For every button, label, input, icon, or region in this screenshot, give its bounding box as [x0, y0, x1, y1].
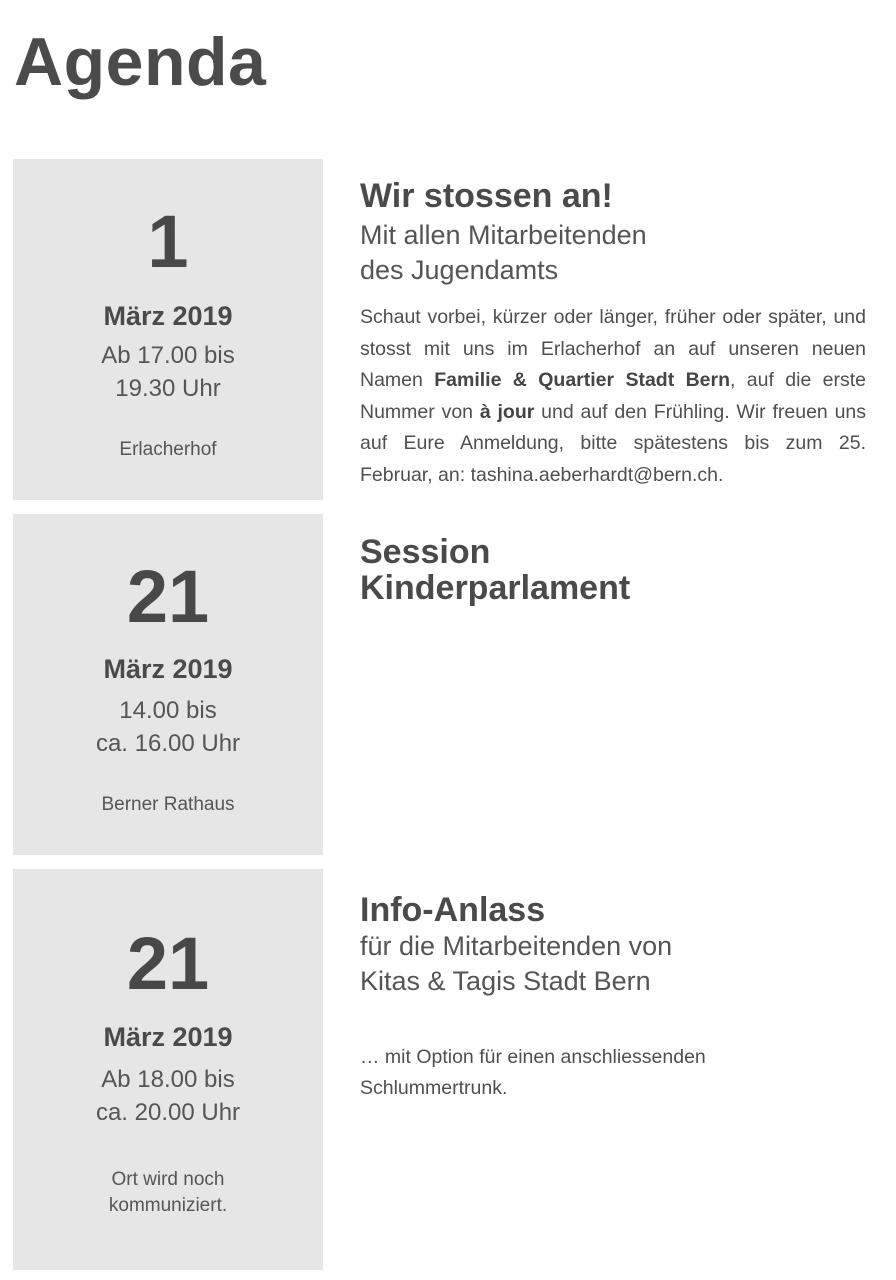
- event-2-title: [360, 534, 630, 606]
- event-1-place-line1: Erlacherhof: [119, 439, 217, 460]
- event-1-date-box: [13, 159, 323, 500]
- event-2-time-line1: 14.00 bis: [119, 697, 217, 724]
- event-1-time-line1: Ab 17.00 bis: [101, 342, 235, 369]
- event-2-place-line1: Berner Rathaus: [101, 794, 235, 815]
- event-3-title: Info-Anlass: [360, 891, 546, 929]
- event-3-time-line2: ca. 20.00 Uhr: [95, 1099, 241, 1126]
- event-3-time-line1: Ab 18.00 bis: [101, 1066, 235, 1093]
- event-3-day: 21: [126, 922, 210, 1005]
- event-1-subtitle-line1: Mit allen Mitarbeitenden: [360, 220, 647, 250]
- event-2-time: [13, 694, 323, 760]
- event-3-place-line2: kommuniziert.: [108, 1195, 228, 1216]
- event-1-desc-text-3: und auf den Frühling. Wir freuen uns auf Eure Anmeldung, bitte spätestens bis zum 25. Februar, an: tashina.aeberhardt@bern.ch.: [360, 400, 867, 486]
- event-3-subtitle-line2: Kitas & Tagis Stadt Bern: [360, 966, 651, 996]
- event-2-title-line2: Kinderparlament: [360, 569, 631, 607]
- event-1-desc-text-1: Schaut vorbei, kürzer oder länger, früher oder später, und stosst mit uns im Erlacherhof an auf unseren neuen Namen: [360, 306, 866, 391]
- event-1-time: [13, 339, 323, 405]
- event-3-date-box: [13, 869, 323, 1270]
- event-1-title: Wir stossen an!: [360, 177, 613, 215]
- event-3-subtitle-line1: für die Mitarbeitenden von: [360, 931, 673, 961]
- event-1-description: [360, 302, 866, 491]
- event-2-place: [13, 792, 323, 818]
- event-3-note-line1: … mit Option für einen anschliessenden: [360, 1046, 706, 1068]
- event-1-desc-bold-2: à jour: [479, 400, 535, 423]
- event-2-month: März 2019: [103, 654, 233, 684]
- event-3-place: [13, 1167, 323, 1219]
- event-1-subtitle-line2: des Jugendamts: [360, 255, 559, 285]
- event-3-time: [13, 1063, 323, 1129]
- event-3-note: [360, 1042, 860, 1104]
- event-1-time-line2: 19.30 Uhr: [115, 375, 221, 402]
- event-1-place: [13, 437, 323, 463]
- event-3-note-line2: Schlummertrunk.: [360, 1077, 508, 1099]
- event-3-subtitle: [360, 929, 672, 999]
- event-1-desc-text-2: , auf die erste Nummer von: [360, 369, 867, 423]
- event-2-date-box: [13, 514, 323, 855]
- event-3-place-line1: Ort wird noch: [111, 1169, 225, 1190]
- event-1-month: März 2019: [103, 301, 233, 331]
- event-1-day: 1: [147, 200, 189, 283]
- event-2-title-line1: Session: [360, 533, 491, 571]
- event-1-desc-bold-1: Familie & Quartier Stadt Bern: [434, 369, 731, 391]
- event-2-day: 21: [126, 555, 210, 638]
- page-title: Agenda: [14, 24, 267, 100]
- event-1-subtitle: [360, 218, 647, 288]
- event-3-month: März 2019: [103, 1022, 233, 1052]
- event-2-time-line2: ca. 16.00 Uhr: [95, 730, 241, 757]
